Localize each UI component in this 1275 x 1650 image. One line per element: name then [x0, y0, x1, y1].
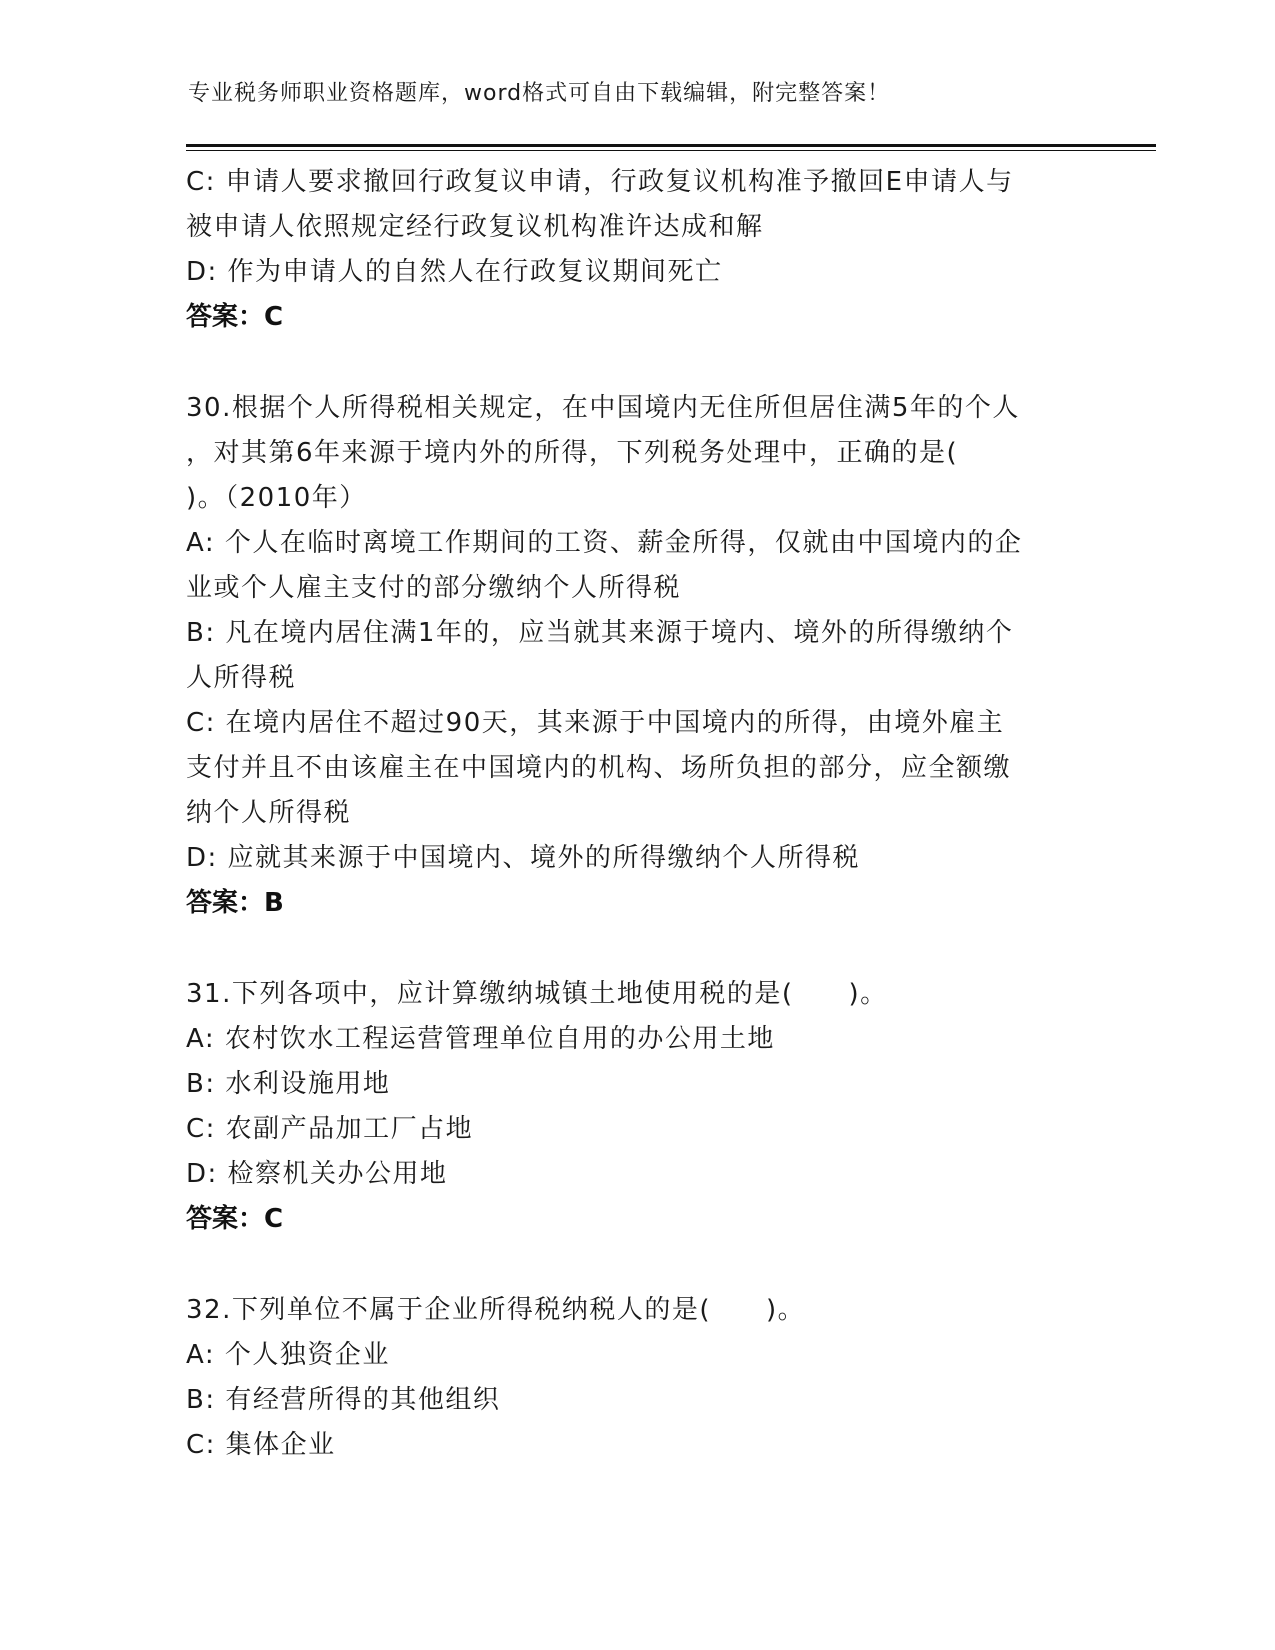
q29-answer: 答案：C — [186, 302, 284, 332]
q29-option-c-line1: C: 申请人要求撤回行政复议申请，行政复议机构准予撤回E申请人与 — [186, 167, 1014, 197]
spacer — [186, 926, 1086, 972]
q29-option-d: D: 作为申请人的自然人在行政复议期间死亡 — [186, 257, 723, 287]
document-body — [186, 160, 1086, 1468]
q29-option-c-line2: 被申请人依照规定经行政复议机构准许达成和解 — [186, 212, 764, 242]
q30-option-a-line2: 业或个人雇主支付的部分缴纳个人所得税 — [186, 573, 682, 603]
q30-option-c-line1: C: 在境内居住不超过90天，其来源于中国境内的所得，由境外雇主 — [186, 708, 1005, 738]
q30-option-c-line3: 纳个人所得税 — [186, 798, 352, 828]
q31-option-d: D: 检察机关办公用地 — [186, 1159, 448, 1189]
q32-option-a: A: 个人独资企业 — [186, 1340, 390, 1370]
header-divider-thick — [186, 144, 1156, 147]
spacer — [186, 1242, 1086, 1288]
q30-stem-line3: )。（2010年） — [186, 483, 367, 513]
q31-option-c: C: 农副产品加工厂占地 — [186, 1114, 474, 1144]
q32-option-b: B: 有经营所得的其他组织 — [186, 1385, 501, 1415]
q30-option-d: D: 应就其来源于中国境内、境外的所得缴纳个人所得税 — [186, 843, 861, 873]
q32-option-c: C: 集体企业 — [186, 1430, 336, 1460]
q31-answer: 答案：C — [186, 1204, 284, 1234]
header-divider-thin — [186, 150, 1156, 151]
spacer — [186, 340, 1086, 386]
q31-stem: 31.下列各项中，应计算缴纳城镇土地使用税的是( )。 — [186, 979, 888, 1009]
q30-option-c-line2: 支付并且不由该雇主在中国境内的机构、场所负担的部分，应全额缴 — [186, 753, 1012, 783]
q31-option-a: A: 农村饮水工程运营管理单位自用的办公用土地 — [186, 1024, 775, 1054]
question-31 — [186, 972, 1086, 1242]
q30-stem-line1: 30.根据个人所得税相关规定，在中国境内无住所但居住满5年的个人 — [186, 393, 1020, 423]
q31-option-b: B: 水利设施用地 — [186, 1069, 391, 1099]
q30-stem-line2: ，对其第6年来源于境内外的所得，下列税务处理中，正确的是( — [186, 438, 959, 468]
q30-option-b-line2: 人所得税 — [186, 663, 297, 693]
question-30 — [186, 386, 1086, 926]
page-header: 专业税务师职业资格题库，word格式可自由下载编辑，附完整答案！ — [188, 81, 891, 106]
question-29 — [186, 160, 1086, 340]
q30-option-b-line1: B: 凡在境内居住满1年的，应当就其来源于境内、境外的所得缴纳个 — [186, 618, 1014, 648]
q30-answer: 答案：B — [186, 888, 284, 918]
q30-option-a-line1: A: 个人在临时离境工作期间的工资、薪金所得，仅就由中国境内的企 — [186, 528, 1023, 558]
question-32 — [186, 1288, 1086, 1468]
q32-stem: 32.下列单位不属于企业所得税纳税人的是( )。 — [186, 1295, 806, 1325]
